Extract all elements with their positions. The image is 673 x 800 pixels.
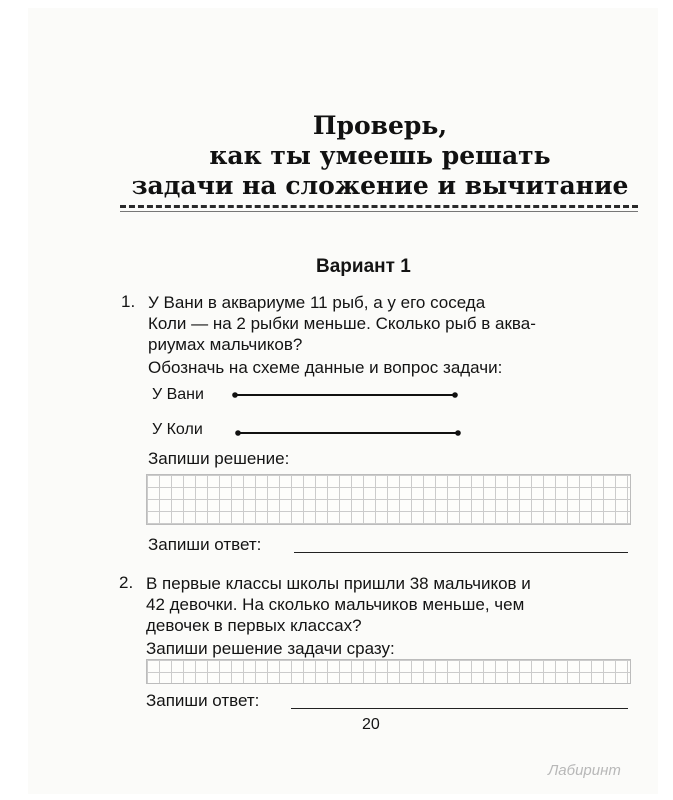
heading-line-1: Проверь, bbox=[312, 111, 448, 140]
scheme-segment-vanya[interactable] bbox=[230, 388, 460, 402]
task2-answer-label: Запиши ответ: bbox=[146, 691, 260, 710]
task1-answer-label: Запиши ответ: bbox=[148, 535, 262, 554]
scheme-label-vanya: У Вани bbox=[152, 386, 204, 403]
task2-text-line2: 42 девочки. На сколько мальчиков меньше, чем bbox=[146, 595, 525, 614]
task2-text-line3: девочек в первых классах? bbox=[146, 616, 362, 635]
heading-divider bbox=[120, 205, 638, 208]
task2-number: 2. bbox=[119, 573, 134, 592]
task1-text-line3: риумах мальчиков? bbox=[148, 335, 303, 354]
task1-solution-label: Запиши решение: bbox=[148, 449, 290, 468]
bleed-through-text bbox=[138, 78, 638, 108]
task2-solution-label: Запиши решение задачи сразу: bbox=[146, 639, 395, 658]
task1-number: 1. bbox=[121, 292, 136, 311]
task1-answer-line[interactable] bbox=[294, 552, 628, 553]
heading-line-2: как ты умеешь решать bbox=[209, 141, 551, 170]
scheme-segment-kolya[interactable] bbox=[233, 426, 463, 440]
heading-divider-thin bbox=[120, 211, 638, 212]
task2-solution-grid[interactable] bbox=[146, 659, 631, 684]
task2-answer-line[interactable] bbox=[291, 708, 628, 709]
task1-text-line2: Коли — на 2 рыбки меньше. Сколько рыб в аква- bbox=[148, 314, 536, 333]
task1-instruction: Обозначь на схеме данные и вопрос задачи: bbox=[148, 358, 503, 377]
labirint-watermark-logo: Лабиринт bbox=[548, 762, 621, 779]
task2-text-line1: В первые классы школы пришли 38 мальчиков и bbox=[146, 574, 531, 593]
task1-text-line1: У Вани в аквариуме 11 рыб, а у его соседа bbox=[148, 293, 486, 312]
task1-solution-grid[interactable] bbox=[146, 474, 631, 525]
scheme-label-kolya: У Коли bbox=[152, 421, 203, 438]
heading-line-3: задачи на сложение и вычитание bbox=[131, 171, 629, 200]
variant-title: Вариант 1 bbox=[316, 256, 411, 277]
page-number: 20 bbox=[362, 716, 380, 733]
